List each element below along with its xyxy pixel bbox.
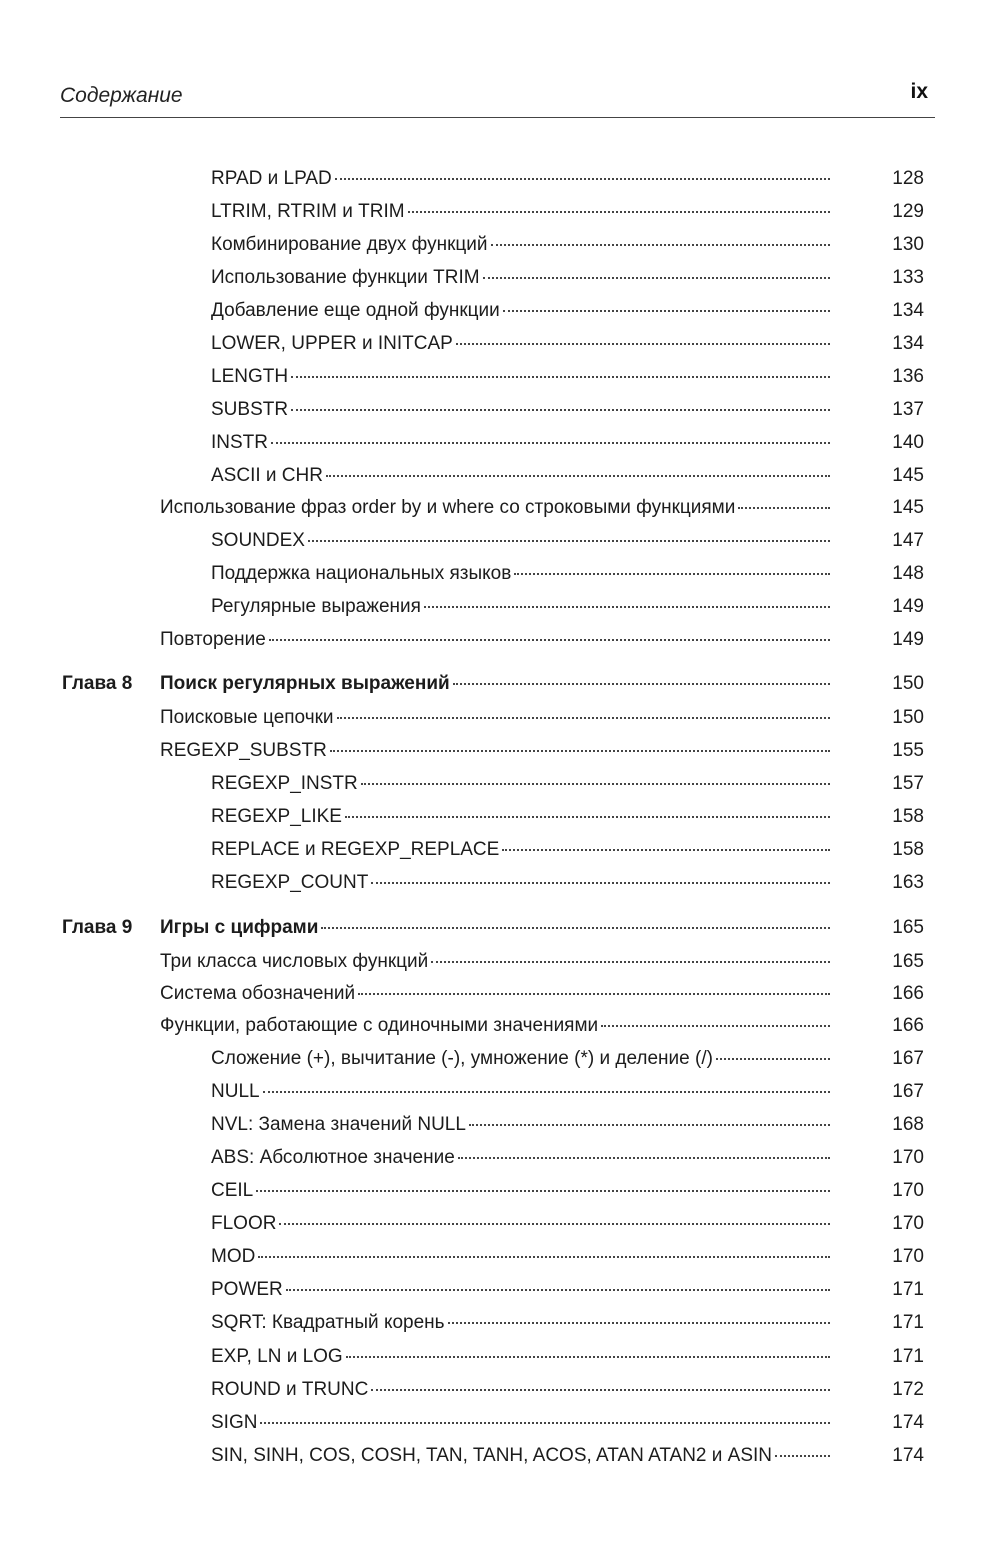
entry-title: REGEXP_INSTR [211,773,358,794]
entry-title: ROUND и TRUNC [211,1379,369,1400]
dot-leader [502,848,830,851]
dot-leader [469,1123,830,1126]
page-number: 129 [892,201,924,222]
entry-title: Комбинирование двух функций [211,234,488,255]
entry-title: Система обозначений [160,983,356,1004]
entry-title: LTRIM, RTRIM и TRIM [211,201,405,222]
page-number: 137 [892,399,924,420]
entry-title: SQRT: Квадратный корень [211,1312,445,1333]
entry-title: MOD [211,1246,256,1267]
page-number: 130 [892,234,924,255]
toc-entry [211,197,832,227]
page-number: 134 [892,333,924,354]
entry-title: LENGTH [211,366,289,387]
dot-leader [456,342,830,345]
entry-title: Три класса числовых функций [160,951,429,972]
toc-entry [211,329,832,359]
toc-entry [160,979,832,1009]
page-number: 170 [892,1147,924,1168]
page-number: 133 [892,267,924,288]
toc-row [0,1408,1000,1438]
toc-row [0,802,1000,832]
toc-row [0,263,1000,293]
toc-row [0,1375,1000,1405]
dot-leader [308,539,830,542]
page-number: 155 [892,740,924,761]
page-number: 165 [892,951,924,972]
toc-entry [211,1077,832,1107]
entry-title: Повторение [160,629,266,650]
toc-row [0,868,1000,898]
toc-entry [211,1275,832,1305]
dot-leader [483,276,830,279]
dot-leader [453,682,830,685]
entry-title: Игры с цифрами [160,917,319,938]
toc-entry [211,1143,832,1173]
entry-title: Поиск регулярных выражений [160,673,450,694]
toc-row [0,461,1000,491]
dot-leader [491,243,831,246]
dot-leader [335,177,830,180]
page-number: 150 [892,673,924,694]
toc-entry [211,835,832,865]
dot-leader [358,992,830,995]
toc-entry [211,164,832,194]
toc-entry [211,559,832,589]
dot-leader [260,1421,830,1424]
toc-row [0,362,1000,392]
toc-entry [211,1044,832,1074]
toc-row [0,197,1000,227]
dot-leader [321,926,830,929]
dot-leader [408,210,830,213]
dot-leader [291,408,830,411]
dot-leader [258,1255,830,1258]
entry-title: NULL [211,1081,260,1102]
dot-leader [263,1090,830,1093]
toc-row [0,1209,1000,1239]
page-number: 163 [892,872,924,893]
dot-leader [256,1189,830,1192]
page-number: 166 [892,1015,924,1036]
running-head-page-number: ix [910,80,928,103]
toc-entry [160,493,832,523]
page-number: 158 [892,839,924,860]
page-number: 165 [892,917,924,938]
dot-leader [271,441,830,444]
page-number: 148 [892,563,924,584]
page-number: 149 [892,596,924,617]
toc-entry [160,669,832,699]
dot-leader [326,474,830,477]
page-number: 170 [892,1213,924,1234]
dot-leader [286,1288,830,1291]
entry-title: REPLACE и REGEXP_REPLACE [211,839,500,860]
page-number: 145 [892,497,924,518]
entry-title: SIGN [211,1412,258,1433]
entry-title: ABS: Абсолютное значение [211,1147,455,1168]
toc-entry [211,296,832,326]
entry-title: REGEXP_SUBSTR [160,740,327,761]
dot-leader [775,1454,830,1457]
dot-leader [601,1024,830,1027]
toc-row [0,947,1000,977]
toc-entry [211,1242,832,1272]
page-number: 171 [892,1279,924,1300]
toc-entry [211,1342,832,1372]
toc-entry [211,769,832,799]
chapter-number: Глава 9 [62,917,133,938]
entry-title: Использование фраз order by и where со строковыми функциями [160,497,736,518]
entry-title: LOWER, UPPER и INITCAP [211,333,453,354]
page-number: 145 [892,465,924,486]
dot-leader [345,815,830,818]
page-number: 166 [892,983,924,1004]
toc-entry [160,703,832,733]
entry-title: RPAD и LPAD [211,168,332,189]
dot-leader [291,375,830,378]
toc-row [0,1342,1000,1372]
page-number: 140 [892,432,924,453]
entry-title: REGEXP_LIKE [211,806,342,827]
toc-entry [211,802,832,832]
dot-leader [330,749,830,752]
toc-row [0,1077,1000,1107]
dot-leader [458,1156,830,1159]
entry-title: Поисковые цепочки [160,707,334,728]
page-number: 150 [892,707,924,728]
entry-title: FLOOR [211,1213,277,1234]
toc-entry [211,395,832,425]
toc-row [0,395,1000,425]
toc-chapter-row [0,669,1000,699]
chapter-number: Глава 8 [62,673,133,694]
toc-entry [211,230,832,260]
toc-row [0,1011,1000,1041]
toc-entry [211,1209,832,1239]
toc-row [0,559,1000,589]
page-number: 168 [892,1114,924,1135]
dot-leader [424,605,830,608]
dot-leader [716,1057,830,1060]
toc-entry [211,1408,832,1438]
toc-entry [211,1110,832,1140]
toc-entry [160,625,832,655]
dot-leader [346,1355,830,1358]
toc-row [0,979,1000,1009]
toc-entry [211,428,832,458]
toc-row [0,736,1000,766]
page-number: 167 [892,1048,924,1069]
toc-row [0,1441,1000,1471]
page-number: 134 [892,300,924,321]
toc-entry [211,526,832,556]
entry-title: Поддержка национальных языков [211,563,512,584]
dot-leader [361,782,830,785]
toc-entry [211,362,832,392]
entry-title: Функции, работающие с одиночными значениями [160,1015,599,1036]
page-number: 174 [892,1412,924,1433]
page-number: 170 [892,1180,924,1201]
toc-entry [160,1011,832,1041]
dot-leader [448,1321,830,1324]
toc-entry [160,947,832,977]
page-number: 171 [892,1312,924,1333]
toc-row [0,1143,1000,1173]
toc-entry [160,736,832,766]
page-number: 149 [892,629,924,650]
page-number: 136 [892,366,924,387]
toc-entry [211,263,832,293]
entry-title: SIN, SINH, COS, COSH, TAN, TANH, ACOS, ATAN ATAN2 и ASIN [211,1445,773,1466]
toc-row [0,1044,1000,1074]
page-number: 158 [892,806,924,827]
entry-title: SOUNDEX [211,530,305,551]
toc-row [0,1110,1000,1140]
toc-row [0,526,1000,556]
toc-entry [211,592,832,622]
toc-row [0,1242,1000,1272]
dot-leader [431,960,830,963]
toc-row [0,329,1000,359]
entry-title: NVL: Замена значений NULL [211,1114,466,1135]
toc-row [0,493,1000,523]
toc-entry [211,1308,832,1338]
dot-leader [503,309,830,312]
toc-entry [211,868,832,898]
entry-title: REGEXP_COUNT [211,872,369,893]
page-number: 170 [892,1246,924,1267]
toc-row [0,835,1000,865]
toc-entry [211,1176,832,1206]
entry-title: Сложение (+), вычитание (-), умножение (*) и деление (/) [211,1048,713,1069]
toc-row [0,769,1000,799]
entry-title: INSTR [211,432,268,453]
toc-row [0,1275,1000,1305]
toc-chapter-row [0,913,1000,943]
entry-title: EXP, LN и LOG [211,1346,343,1367]
toc-entry [211,1441,832,1471]
entry-title: SUBSTR [211,399,289,420]
entry-title: Добавление еще одной функции [211,300,500,321]
toc-row [0,230,1000,260]
page-number: 174 [892,1445,924,1466]
dot-leader [738,506,830,509]
entry-title: Регулярные выражения [211,596,421,617]
dot-leader [279,1222,830,1225]
toc-row [0,625,1000,655]
toc-entry [211,1375,832,1405]
toc-entry [160,913,832,943]
page-number: 157 [892,773,924,794]
entry-title: CEIL [211,1180,254,1201]
toc-entry [211,461,832,491]
toc-row [0,164,1000,194]
page-number: 172 [892,1379,924,1400]
entry-title: Использование функции TRIM [211,267,480,288]
toc-row [0,428,1000,458]
page-number: 171 [892,1346,924,1367]
dot-leader [514,572,830,575]
page-number: 147 [892,530,924,551]
toc-row [0,296,1000,326]
toc-row [0,1308,1000,1338]
page-number: 167 [892,1081,924,1102]
entry-title: ASCII и CHR [211,465,323,486]
entry-title: POWER [211,1279,283,1300]
dot-leader [269,638,830,641]
dot-leader [337,716,830,719]
dot-leader [371,1388,830,1391]
running-head-title: Содержание [60,84,183,107]
dot-leader [371,881,830,884]
page-number: 128 [892,168,924,189]
toc-row [0,703,1000,733]
toc-row [0,1176,1000,1206]
toc-row [0,592,1000,622]
